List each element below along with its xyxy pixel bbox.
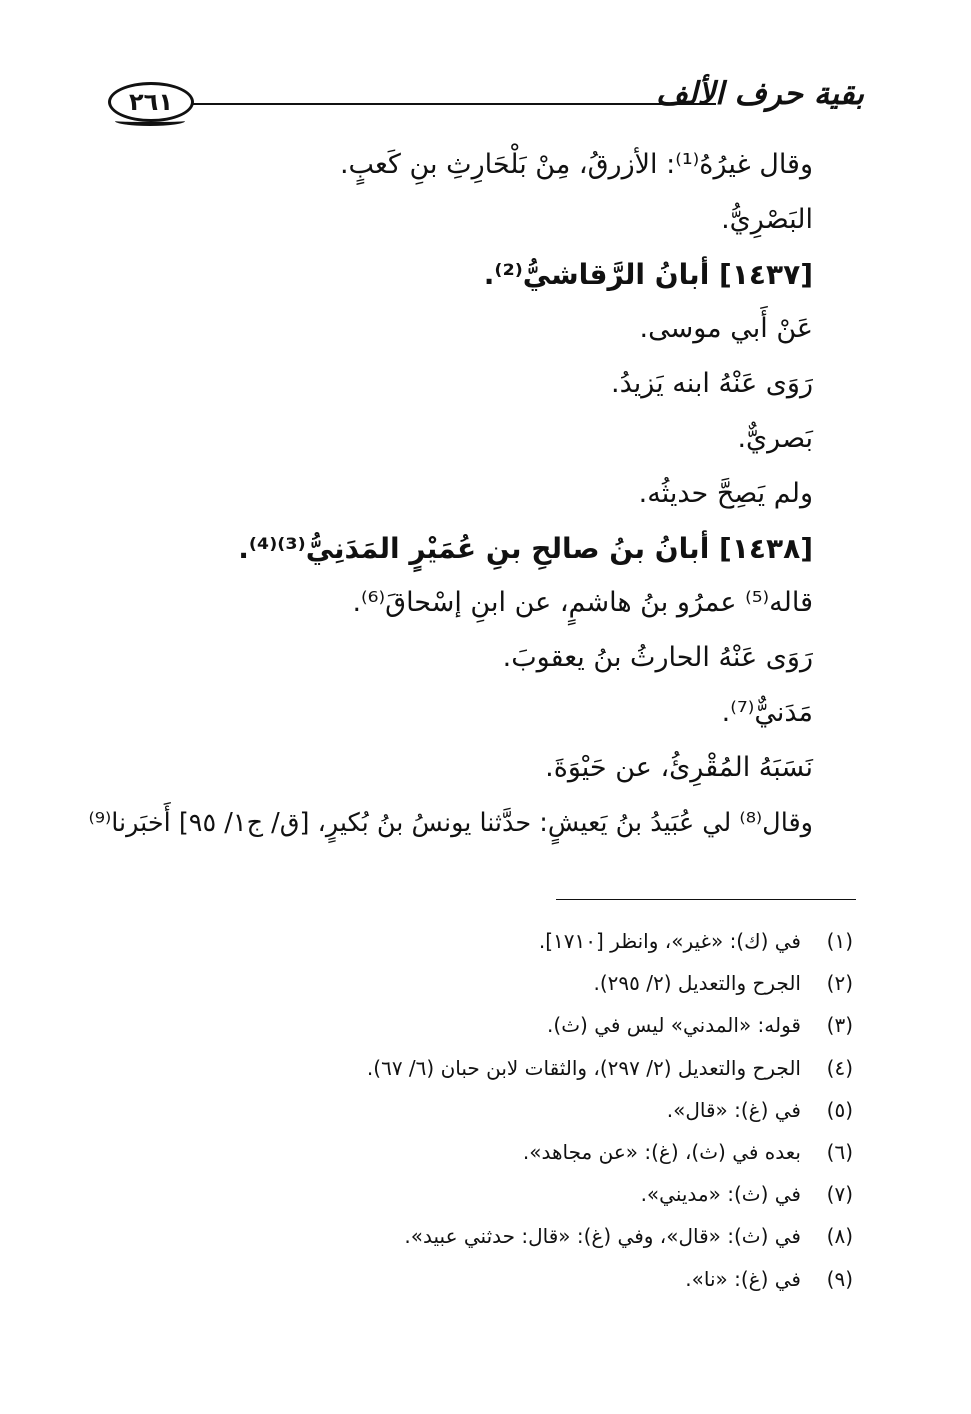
footnote-number: (٦) [826, 1139, 853, 1164]
footnote [233, 1215, 853, 1257]
text-line: مَدَنيٌّ⁽⁷⁾. [721, 696, 813, 728]
footnote-number: (٤) [826, 1055, 853, 1080]
text-line: رَوَى عَنْهُ ابنه يَزيدُ. [610, 368, 813, 400]
footnote [233, 1004, 853, 1046]
footnote-number: (٣) [826, 1013, 853, 1038]
page-header [108, 72, 864, 134]
footnote-number: (٩) [826, 1266, 853, 1291]
entry-heading-1437: [١٤٣٧] أبانُ الرَّقاشيُّ⁽²⁾. [483, 257, 813, 291]
footnote [233, 962, 853, 1004]
text-line: رَوَى عَنْهُ الحارثُ بنُ يعقوبَ. [502, 642, 813, 674]
text-line: نَسَبَهُ المُقْرِئُ، عن حَيْوَةَ. [545, 751, 813, 783]
text-line: بَصريٌّ. [737, 422, 813, 454]
footnote-text: في (ث): «مديني». [640, 1182, 801, 1207]
header-rule [192, 103, 716, 105]
text-line: ولم يَصِحَّ حديثُه. [638, 477, 813, 509]
entry-heading-1438: [١٤٣٨] أبانُ بنُ صالحِ بنِ عُمَيْرٍ المَدَنِيُّ⁽³⁾⁽⁴⁾. [238, 531, 813, 565]
footnote-number: (٥) [826, 1097, 853, 1122]
footnote-text: في (غ): «قال». [666, 1097, 801, 1122]
footnote-text: في (غ): «نا». [685, 1266, 801, 1291]
footnote-separator [556, 899, 856, 900]
text-line: قاله⁽⁵⁾ عمرُو بنُ هاشمٍ، عن ابنِ إسْحاقَ⁽⁶⁾. [352, 587, 813, 619]
footnote-number: (٧) [826, 1182, 853, 1207]
running-title: بقية حرف الألف [655, 76, 864, 112]
footnote-text: في (ك): «غير»، وانظر [١٧١٠]. [538, 929, 801, 953]
footnote [233, 1173, 853, 1215]
footnote-number: (١) [826, 929, 853, 953]
footnote [233, 920, 853, 962]
footnote-number: (٢) [826, 971, 853, 996]
text-line: البَصْرِيُّ. [721, 203, 813, 235]
footnote-text: بعده في (ث)، (غ): «عن مجاهد». [522, 1139, 801, 1164]
footnote-text: قوله: «المدني» ليس في (ث). [547, 1013, 801, 1038]
footnote [233, 1089, 853, 1131]
footnote [233, 1131, 853, 1173]
page-number: ٢٦١ [108, 82, 194, 122]
text-line: وقال⁽⁸⁾ لي عُبَيدُ بنُ يَعيشٍ: حدَّثنا يونسُ بنُ بُكيرٍ، [ق/ ج١/ ٩٥] أَخبَرنا⁽⁹⁾ [88, 807, 813, 838]
footnote-text: الجرح والتعديل (٢/ ٢٩٥). [593, 971, 801, 996]
footnote [233, 1047, 853, 1089]
main-text [88, 138, 813, 850]
footnote-number: (٨) [826, 1224, 853, 1249]
footnote-text: في (ث): «قال»، وفي (غ): «قال: حدثني عبيد». [404, 1224, 801, 1249]
footnote-text: الجرح والتعديل (٢/ ٢٩٧)، والثقات لابن حبان (٦/ ٦٧). [366, 1055, 801, 1080]
text-line: عَنْ أَبي موسى. [639, 313, 813, 345]
footnotes [233, 920, 853, 1300]
footnote [233, 1258, 853, 1300]
text-line: وقال غيرُهُ⁽¹⁾: الأزرقُ، مِنْ بَلْحَارِثِ بنِ كَعبٍ. [339, 149, 813, 180]
